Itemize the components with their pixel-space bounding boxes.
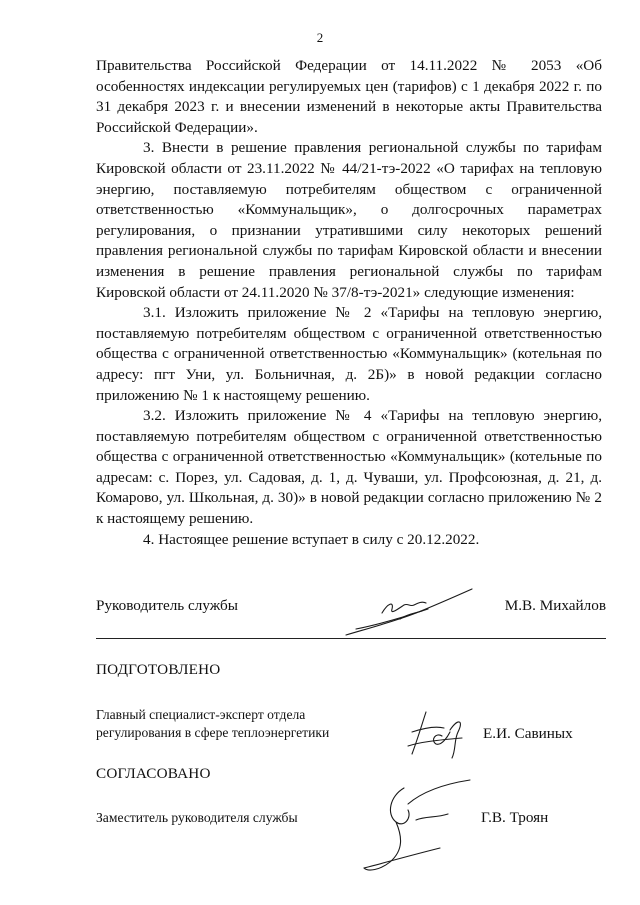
prepared-position-line2: регулирования в сфере теплоэнергетики [96, 725, 330, 740]
paragraph-item-3-2: 3.2. Изложить приложение № 4 «Тарифы на тепловую энергию, поставляемую потребителям обществом с ограниченной ответственностью общества с ограниченной ответственностью «Коммунальщик» (котельные по адресам: с. Порез, ул. Садовая, д. 1, д. Чуваши, ул. Профсоюзная, д. 21, д. Комарово, ул. Школьная, д. 30)» в новой редакции согласно приложению № 2 к настоящему решению. [96, 407, 602, 528]
paragraph-item-3-1: 3.1. Изложить приложение № 2 «Тарифы на тепловую энергию, поставляемую потребителям обществом с ограниченной ответственностью общества с ограниченной ответственностью «Коммунальщик» (котельная по адресу: пгт Уни, ул. Больничная, д. 2Б)» в новой редакции согласно приложению № 1 к настоящему решению. [96, 304, 602, 404]
paragraph-item-3: 3. Внести в решение правления региональной службы по тарифам Кировской области от 23.11.2022 № 44/21-тэ-2022 «О тарифах на тепловую энергию, поставляемую потребителям обществом с ограниченной ответственностью «Коммунальщик», о долгосрочных параметрах регулирования, о признании утратившими силу некоторых решений правления региональной службы по тарифам Кировской области и внесении изменения в решение правления региональной службы по тарифам Кировской области от 24.11.2020 № 37/8-тэ-2021» следующие изменения: [96, 139, 602, 301]
prepared-position [96, 706, 329, 742]
prepared-handwritten-signature [404, 706, 472, 760]
signature-divider-line [96, 638, 606, 639]
agreed-handwritten-signature [360, 774, 480, 878]
agreed-position: Заместитель руководителя службы [96, 810, 298, 825]
prepared-name: Е.И. Савиных [483, 725, 573, 742]
head-handwritten-signature [336, 583, 486, 645]
paragraph-item-4: 4. Настоящее решение вступает в силу с 20.12.2022. [143, 530, 480, 548]
document-body [96, 56, 602, 550]
agreed-name: Г.В. Троян [481, 809, 549, 826]
prepared-heading: ПОДГОТОВЛЕНО [96, 661, 221, 678]
paragraph-continuation: Правительства Российской Федерации от 14.11.2022 № 2053 «Об особенностях индексации регулируемых цен (тарифов) с 1 декабря 2022 г. по 31 декабря 2023 г. и внесении изменений в некоторые акты Правительства Российской Федерации». [96, 57, 602, 136]
head-position: Руководитель службы [96, 597, 238, 614]
page-number: 2 [316, 30, 324, 45]
head-name: М.В. Михайлов [504, 597, 606, 614]
agreed-heading: СОГЛАСОВАНО [96, 765, 211, 782]
prepared-position-line1: Главный специалист-эксперт отдела [96, 707, 306, 722]
